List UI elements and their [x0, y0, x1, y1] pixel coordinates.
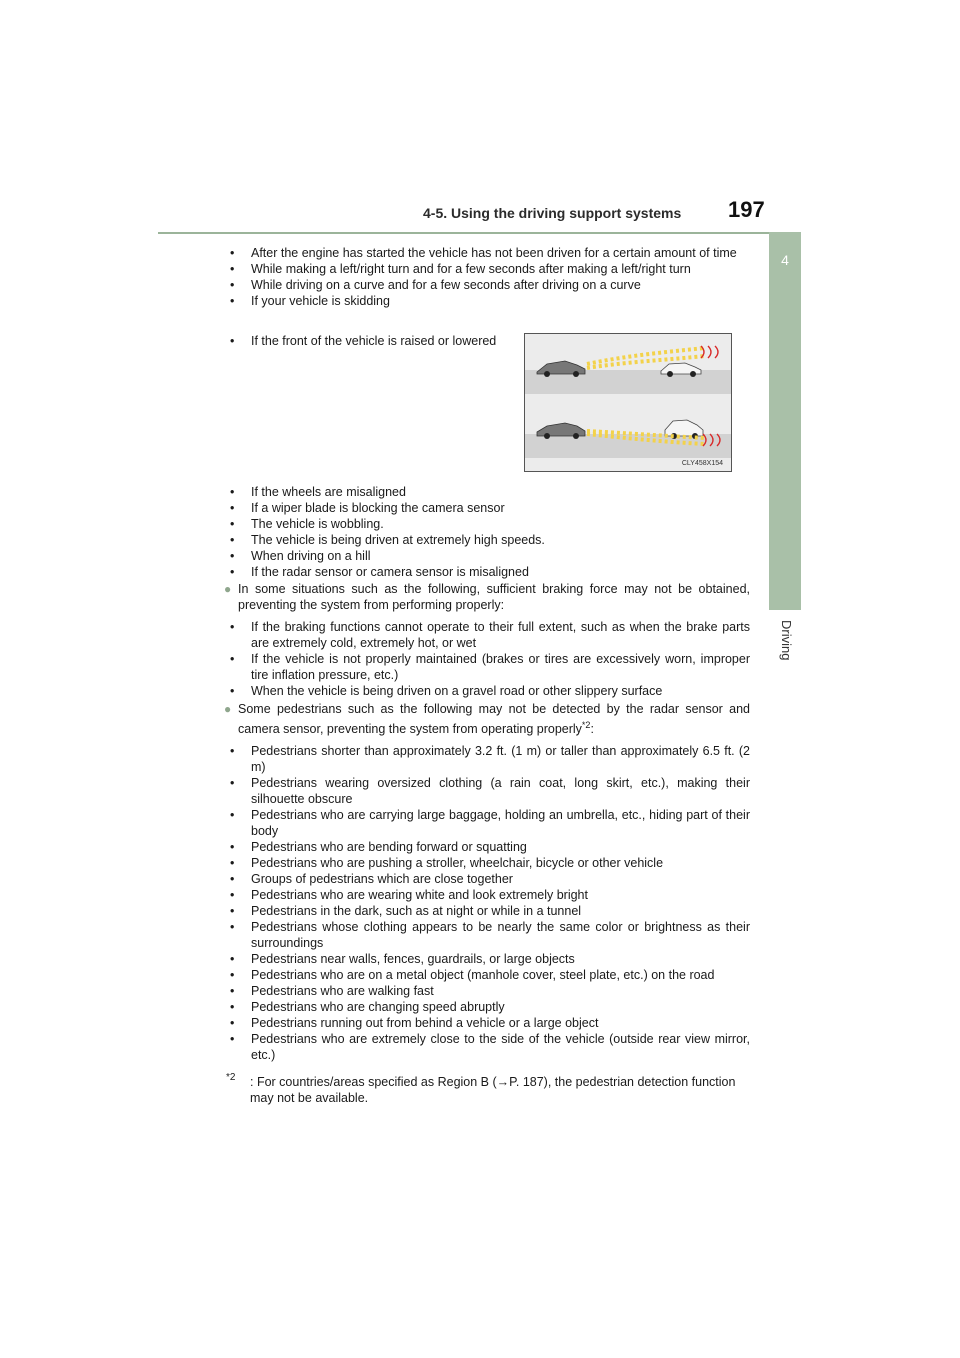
- list-item: • The vehicle is being driven at extremely high speeds.: [230, 533, 545, 547]
- list-item: • If the braking functions cannot operate to their full extent, such as when the brake parts are extremely cold, extremely hot, or wet: [230, 620, 750, 650]
- list-item: • Pedestrians who are wearing white and look extremely bright: [230, 888, 588, 903]
- list-item: • Pedestrians who are extremely close to the side of the vehicle (outside rear view mirror, etc.): [230, 1032, 750, 1063]
- list-item: • After the engine has started the vehicle has not been driven for a certain amount of time: [230, 246, 737, 260]
- list-item: • If the front of the vehicle is raised or lowered: [230, 334, 497, 348]
- list-item: • When the vehicle is being driven on a gravel road or other slippery surface: [230, 684, 663, 698]
- list-item: • Pedestrians who are bending forward or squatting: [230, 840, 527, 855]
- list-item: • Pedestrians whose clothing appears to be nearly the same color or brightness as their surroundings: [230, 920, 750, 951]
- figure-id: CLY458X154: [681, 460, 723, 467]
- list-item: • Pedestrians who are on a metal object (manhole cover, steel plate, etc.) on the road: [230, 968, 715, 983]
- list-item: • The vehicle is wobbling.: [230, 517, 384, 531]
- page-number: 197: [728, 197, 765, 222]
- vehicle-tilt-illustration: [524, 333, 732, 472]
- list-item: • If the vehicle is not properly maintained (brakes or tires are excessively worn, improper tire inflation pressure, etc.): [230, 652, 750, 682]
- chapter-number: 4: [781, 252, 789, 268]
- figure-bullet: [222, 333, 512, 349]
- list-item: • Groups of pedestrians which are close together: [230, 872, 513, 887]
- list-item: • Pedestrians who are carrying large baggage, holding an umbrella, etc., hiding part of their body: [230, 808, 750, 839]
- braking-section: [222, 581, 750, 699]
- middle-bullet-list: [222, 484, 750, 580]
- chapter-tab[interactable]: [769, 232, 801, 610]
- footnote-mark: *2: [226, 1072, 236, 1083]
- footnote: [222, 1074, 750, 1106]
- list-item: • Pedestrians shorter than approximately 3.2 ft. (1 m) or taller than approximately 6.5 ft. (2 m): [230, 744, 750, 775]
- pedestrian-section: [222, 701, 750, 1063]
- footnote-ref[interactable]: *2: [581, 720, 591, 730]
- footnote-text: : For countries/areas specified as Region B (→P. 187), the pedestrian detection function may not be available.: [250, 1075, 736, 1105]
- list-item: • Pedestrians in the dark, such as at night or while in a tunnel: [230, 904, 582, 919]
- list-item: • If a wiper blade is blocking the camera sensor: [230, 501, 505, 515]
- section-title: 4-5. Using the driving support systems: [423, 205, 682, 221]
- radar-wave-drawing: [525, 334, 731, 471]
- top-bullet-list: [222, 245, 750, 309]
- list-item: • When driving on a hill: [230, 549, 371, 563]
- list-item: • Pedestrians running out from behind a vehicle or a large object: [230, 1016, 599, 1031]
- list-item: • Pedestrians who are pushing a stroller, wheelchair, bicycle or other vehicle: [230, 856, 664, 871]
- chapter-label: Driving: [779, 620, 794, 661]
- braking-intro: ● In some situations such as the following, sufficient braking force may not be obtained, preventing the system from performing properly:: [224, 582, 750, 612]
- list-item: • If your vehicle is skidding: [230, 294, 390, 308]
- list-item: • Pedestrians who are changing speed abruptly: [230, 1000, 505, 1015]
- pedestrian-intro: ● Some pedestrians such as the following may not be detected by the radar sensor and camera sensor, preventing the system from operating properly$^{*2}$:: [224, 702, 750, 737]
- list-item: • If the radar sensor or camera sensor is misaligned: [230, 565, 529, 579]
- header-rule: [158, 232, 800, 234]
- list-item: • While making a left/right turn and for a few seconds after making a left/right turn: [230, 262, 691, 276]
- list-item: • Pedestrians near walls, fences, guardrails, or large objects: [230, 952, 575, 967]
- list-item: • While driving on a curve and for a few seconds after driving on a curve: [230, 278, 641, 292]
- list-item: • If the wheels are misaligned: [230, 485, 406, 499]
- list-item: • Pedestrians who are walking fast: [230, 984, 434, 999]
- list-item: • Pedestrians wearing oversized clothing (a rain coat, long skirt, etc.), making their silhouette obscure: [230, 776, 750, 807]
